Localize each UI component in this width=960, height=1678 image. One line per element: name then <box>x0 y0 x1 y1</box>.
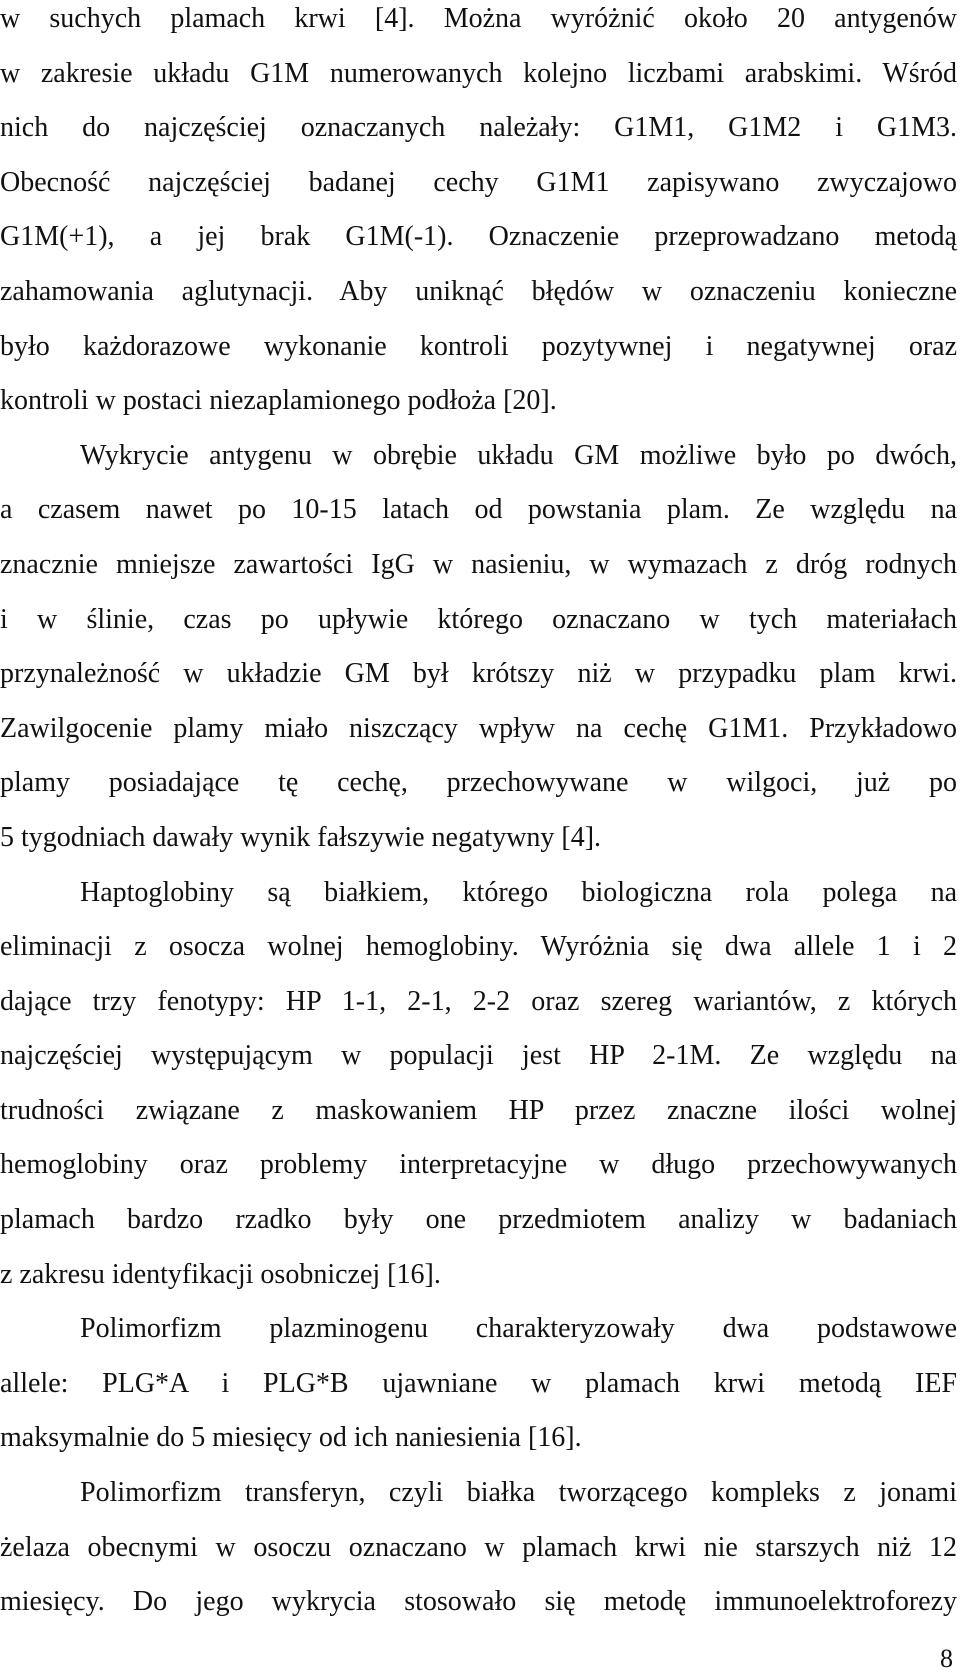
text-line: nich do najczęściej oznaczanych należały: G1M1, G1M2 i G1M3. <box>0 112 957 144</box>
text-line: najczęściej występującym w populacji jest HP 2-1M. Ze względu na <box>0 1040 957 1072</box>
text-line: w suchych plamach krwi [4]. Można wyróżnić około 20 antygenów <box>0 3 957 34</box>
text-line: trudności związane z maskowaniem HP przez znaczne ilości wolnej <box>0 1094 957 1126</box>
text-line: Polimorfizm transferyn, czyli białka tworzącego kompleks z jonami <box>80 1477 957 1509</box>
text-line: maksymalnie do 5 miesięcy od ich naniesienia [16]. <box>0 1422 582 1454</box>
text-line: kontroli w postaci niezaplamionego podłoża [20]. <box>0 385 557 417</box>
text-line: znacznie mniejsze zawartości IgG w nasieniu, w wymazach z dróg rodnych <box>0 548 957 580</box>
text-line: dające trzy fenotypy: HP 1-1, 2-1, 2-2 oraz szereg wariantów, z których <box>0 985 957 1017</box>
text-line: a czasem nawet po 10-15 latach od powstania plam. Ze względu na <box>0 494 957 526</box>
text-line: z zakresu identyfikacji osobniczej [16]. <box>0 1258 441 1290</box>
text-line: i w ślinie, czas po upływie którego oznaczano w tych materiałach <box>0 603 957 635</box>
text-line: Haptoglobiny są białkiem, którego biologiczna rola polega na <box>80 876 957 908</box>
text-line: w zakresie układu G1M numerowanych kolejno liczbami arabskimi. Wśród <box>0 57 957 89</box>
text-line: żelaza obecnymi w osoczu oznaczano w plamach krwi nie starszych niż 12 <box>0 1531 957 1563</box>
text-line: plamy posiadające tę cechę, przechowywane w wilgoci, już po <box>0 767 957 799</box>
page-number: 8 <box>940 1644 953 1673</box>
text-line: allele: PLG*A i PLG*B ujawniane w plamach krwi metodą IEF <box>0 1367 957 1399</box>
text-line: hemoglobiny oraz problemy interpretacyjne w długo przechowywanych <box>0 1149 957 1181</box>
text-line: 5 tygodniach dawały wynik fałszywie negatywny [4]. <box>0 821 602 853</box>
text-line: miesięcy. Do jego wykrycia stosowało się metodę immunoelektroforezy <box>0 1586 957 1618</box>
text-line: eliminacji z osocza wolnej hemoglobiny. Wyróżnia się dwa allele 1 i 2 <box>0 931 957 963</box>
text-line: G1M(+1), a jej brak G1M(-1). Oznaczenie przeprowadzano metodą <box>0 221 957 253</box>
text-line: Zawilgocenie plamy miało niszczący wpływ na cechę G1M1. Przykładowo <box>0 712 957 744</box>
text-line: było każdorazowe wykonanie kontroli pozytywnej i negatywnej oraz <box>0 330 957 362</box>
text-line: Wykrycie antygenu w obrębie układu GM możliwe było po dwóch, <box>80 439 957 471</box>
text-line: plamach bardzo rzadko były one przedmiotem analizy w badaniach <box>0 1204 957 1236</box>
text-line: Obecność najczęściej badanej cechy G1M1 zapisywano zwyczajowo <box>0 166 957 198</box>
text-line: zahamowania aglutynacji. Aby uniknąć błędów w oznaczeniu konieczne <box>0 275 957 307</box>
text-line: Polimorfizm plazminogenu charakteryzowały dwa podstawowe <box>80 1313 957 1345</box>
text-line: przynależność w układzie GM był krótszy niż w przypadku plam krwi. <box>0 658 957 690</box>
